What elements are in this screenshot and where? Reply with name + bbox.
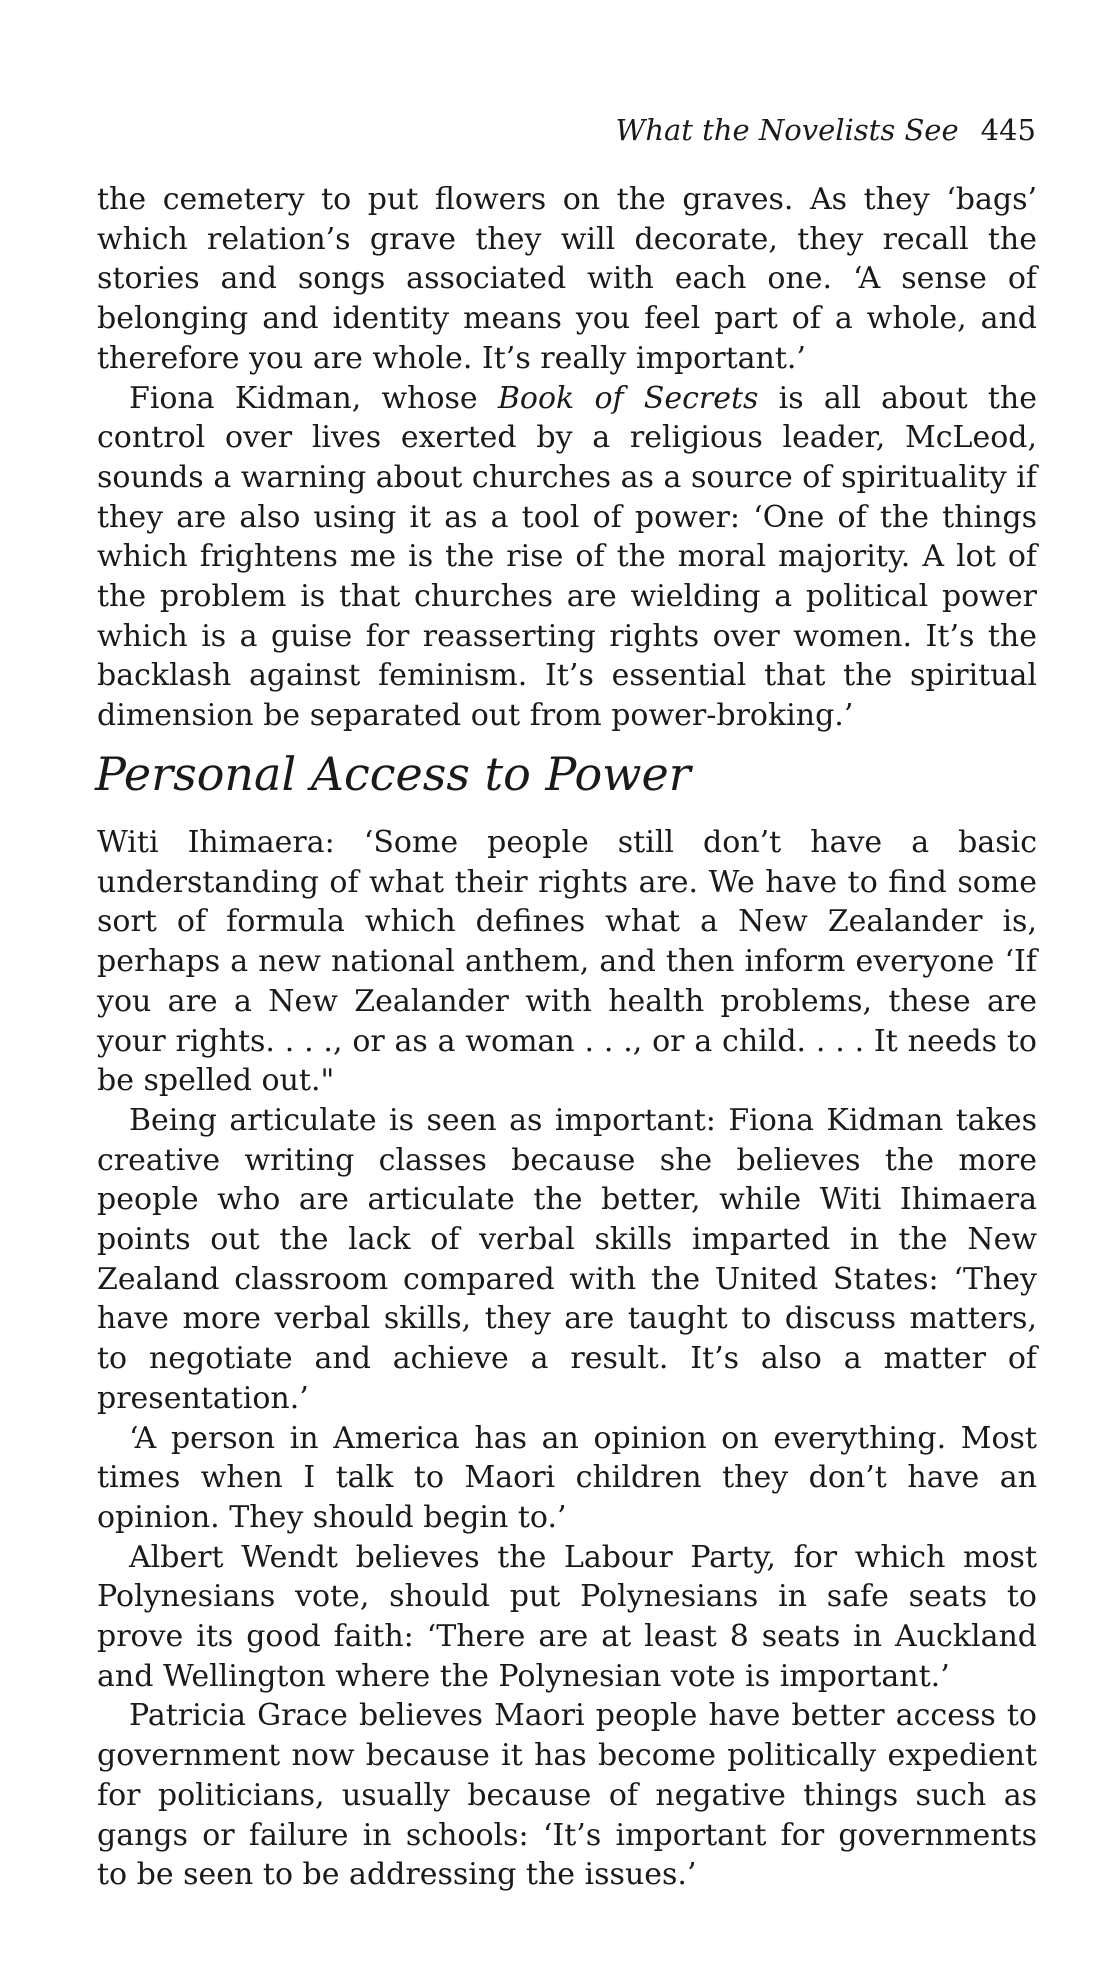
paragraph-kidman bbox=[97, 379, 1037, 736]
page-number: 445 bbox=[980, 113, 1036, 147]
paragraph-articulate: Being articulate is seen as important: Fiona Kidman takes creative writing classes because she believes the more people who are articulate the better, while Witi Ihimaera points out the lack of verbal skills imparted in the New Zealand classroom compared with the United States: ‘They have more verbal skills, they are taught to discuss matters, to negotiate and achieve a result. It’s also a matter of presentation.’ bbox=[97, 1102, 1037, 1416]
section-heading: Personal Access to Power bbox=[95, 747, 691, 801]
body-text-bottom bbox=[97, 823, 1037, 1895]
kidman-quote-text: is all about the control over lives exerted by a religious leader, McLeod, sounds a warning about churches as a source of spirituality if they are also using it as a tool of power: ‘One of the things which frightens me is the rise of the moral majority. A lot of the problem is that churches are wielding a political power which is a guise for reasserting rights over women. It’s the backlash against feminism. It’s essential that the spiritual dimension be separated out from power-broking.’ bbox=[97, 380, 1037, 734]
kidman-intro-text: Fiona Kidman, whose bbox=[129, 380, 498, 416]
paragraph-grace: Patricia Grace believes Maori people have better access to government now because it has become politically expedient for politicians, usually because of negative things such as gangs or failure in schools: ‘It’s important for governments to be seen to be addressing the issues.’ bbox=[97, 1698, 1037, 1893]
running-head bbox=[616, 112, 1036, 148]
body-text-top bbox=[97, 180, 1037, 736]
running-title: What the Novelists See bbox=[615, 113, 959, 147]
paragraph-america-opinion: ‘A person in America has an opinion on everything. Most times when I talk to Maori children they don’t have an opinion. They should begin to.’ bbox=[97, 1420, 1037, 1535]
book-title: Book of Secrets bbox=[497, 380, 759, 416]
paragraph-wendt: Albert Wendt believes the Labour Party, for which most Polynesians vote, should put Polynesians in safe seats to prove its good faith: ‘There are at least 8 seats in Auckland and Wellington where the Polynesian vote is important.’ bbox=[97, 1539, 1037, 1694]
paragraph-cemetery: the cemetery to put flowers on the graves. As they ‘bags’ which relation’s grave they will decorate, they recall the stories and songs associated with each one. ‘A sense of belonging and identity means you feel part of a whole, and therefore you are whole. It’s really important.’ bbox=[97, 182, 1037, 376]
paragraph-ihimaera-rights: Witi Ihimaera: ‘Some people still don’t have a basic understanding of what their rights are. We have to find some sort of formula which defines what a New Zealander is, perhaps a new national anthem, and then inform everyone ‘If you are a New Zealander with health problems, these are your rights. . . ., or as a woman . . ., or a child. . . . It needs to be spelled out." bbox=[97, 825, 1037, 1099]
